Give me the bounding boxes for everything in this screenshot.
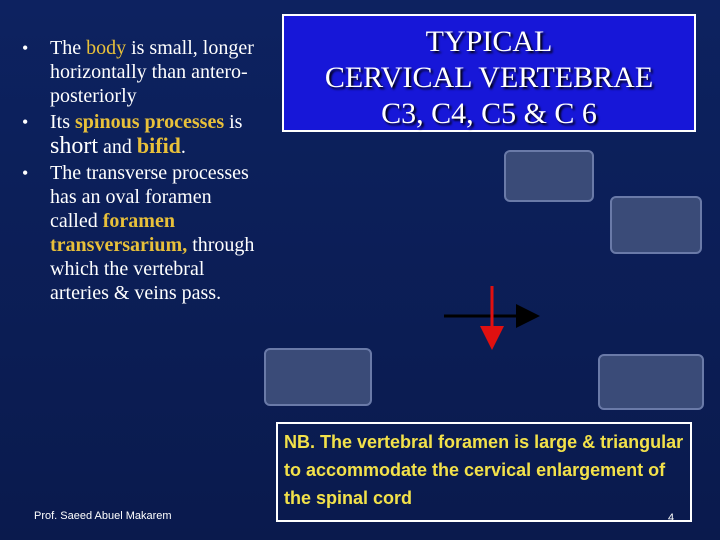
bullet-dot-icon: •: [22, 163, 29, 183]
bullet-text: through which the vertebral arteries & veins pass.: [50, 234, 255, 304]
bullet-text: The transverse processes has an oval foramen called: [50, 162, 249, 232]
bullet-text: is: [224, 111, 243, 133]
bullet-text: The: [50, 37, 87, 59]
highlight-body: body: [86, 37, 127, 59]
bullet-dot-icon: •: [22, 112, 29, 132]
label-box: [264, 348, 372, 406]
title-line-1: TYPICAL: [425, 25, 553, 58]
text-short: short: [50, 133, 98, 159]
footer-author: Prof. Saeed Abuel Makarem: [34, 510, 172, 522]
slide-number: 4: [668, 512, 675, 524]
bullet-list: [22, 36, 262, 307]
arrows-graphic: [430, 282, 550, 356]
label-box: [598, 354, 704, 410]
bullet-body: [22, 36, 262, 108]
title-line-2: CERVICAL VERTEBRAE: [324, 61, 654, 94]
slide-title: [282, 14, 696, 132]
highlight-foramen: foramen transversarium,: [50, 210, 188, 256]
bullet-text: is small, longer horizontally than antero-posteriorly: [50, 37, 254, 107]
highlight-spinous: spinous processes: [75, 111, 225, 133]
bullet-text: Its: [50, 111, 75, 133]
label-box: [610, 196, 702, 254]
bullet-spinous: [22, 110, 262, 159]
title-line-3: C3, C4, C5 & C 6: [381, 97, 597, 130]
bullet-text: and: [98, 136, 137, 158]
bullet-text: .: [180, 136, 186, 158]
note-box: [276, 422, 692, 522]
note-text: NB. The vertebral foramen is large & triangular to accommodate the cervical enlargement of the spinal cord: [284, 432, 684, 508]
bullet-transverse: [22, 161, 262, 305]
bullet-dot-icon: •: [22, 38, 29, 58]
highlight-bifid: bifid: [136, 133, 181, 158]
label-box: [504, 150, 594, 202]
